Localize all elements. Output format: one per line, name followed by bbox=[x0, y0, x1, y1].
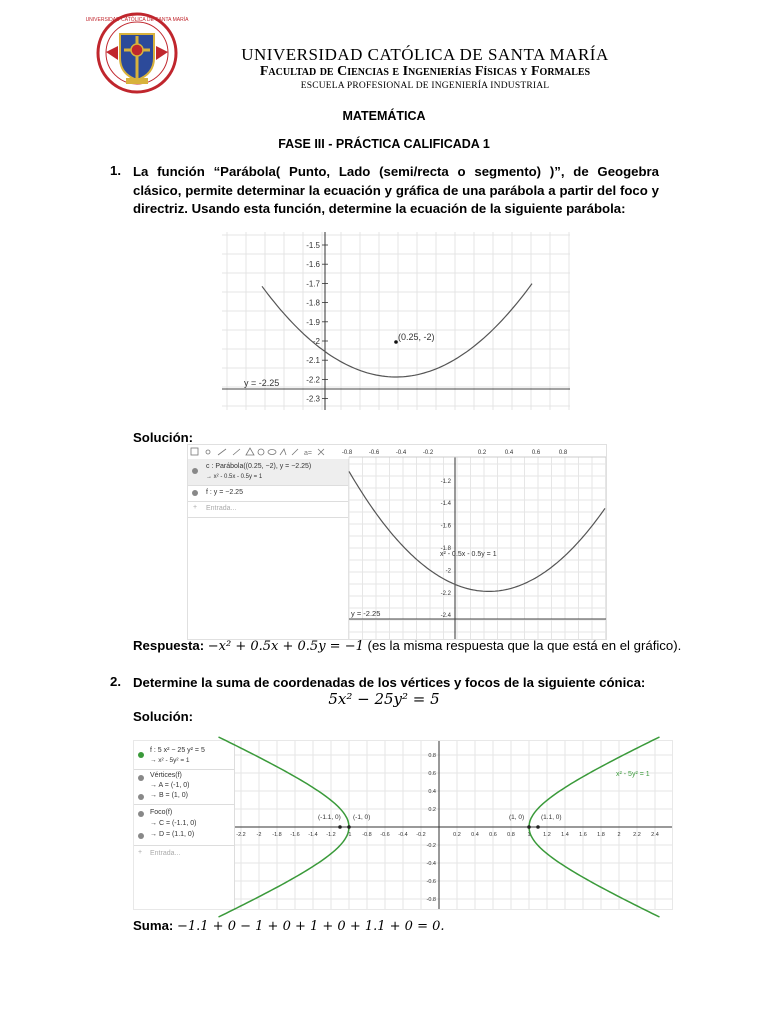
x-tick-label: 2.2 bbox=[633, 832, 641, 838]
y-tick-label: 0.8 bbox=[428, 753, 436, 759]
point-tool-icon[interactable] bbox=[206, 450, 210, 454]
y-tick-label: -1.6 bbox=[440, 523, 451, 530]
graphics-view-2[interactable] bbox=[235, 741, 672, 909]
y-tick-label: -1.4 bbox=[440, 501, 451, 508]
x-tick-label: 2.4 bbox=[651, 832, 659, 838]
x-tick-label: -1.6 bbox=[290, 832, 300, 838]
vertices-title: Vértices(f) bbox=[150, 772, 182, 779]
plus-icon: + bbox=[193, 504, 198, 511]
hyperbola-point bbox=[347, 825, 351, 829]
answer-label: Respuesta: bbox=[133, 638, 205, 653]
y-tick-label: 0.4 bbox=[428, 789, 436, 795]
y-tick-label: -1.8 bbox=[440, 546, 451, 552]
x-tick-label: 0.6 bbox=[531, 450, 541, 456]
circle-tool-icon[interactable] bbox=[258, 449, 264, 455]
text-tool-icon[interactable]: a= bbox=[304, 450, 312, 457]
y-tick-label: -1.8 bbox=[306, 298, 320, 308]
x-tick-label: 0.2 bbox=[477, 450, 487, 456]
university-name: UNIVERSIDAD CATÓLICA DE SANTA MARÍA bbox=[241, 45, 609, 64]
x-tick-label: 0.8 bbox=[507, 832, 515, 838]
y-tick-label: 0.6 bbox=[428, 771, 436, 777]
y-tick-label: -0.2 bbox=[426, 843, 436, 849]
y-tick-label: -1.9 bbox=[306, 317, 320, 327]
x-tick-label: -0.8 bbox=[341, 450, 353, 456]
x-tick-label: -0.6 bbox=[380, 832, 390, 838]
hyperbola-point bbox=[536, 825, 540, 829]
y-tick-label: -1.7 bbox=[306, 279, 320, 289]
x-tick-label: 2 bbox=[617, 832, 621, 838]
q1-graph bbox=[222, 232, 570, 410]
y-tick-label: -2.2 bbox=[440, 590, 451, 597]
x-tick-label: -0.2 bbox=[422, 450, 434, 456]
faculty-name: Facultad de Ciencias e Ingenierías Físicas y Formales bbox=[259, 64, 591, 79]
y-tick-label: -2.3 bbox=[306, 394, 320, 404]
x-tick-label: 1.4 bbox=[561, 832, 569, 838]
y-tick-label: -0.8 bbox=[426, 897, 436, 903]
q1-number: 1. bbox=[110, 163, 121, 178]
seal-text: UNIVERSIDAD CATÓLICA DE SANTA MARÍA bbox=[85, 17, 189, 23]
input-bar[interactable] bbox=[134, 846, 234, 862]
answer-note: (es la misma respuesta que la que está en el gráfico). bbox=[367, 638, 682, 653]
algebra-row-c[interactable] bbox=[188, 459, 348, 486]
algebra-f-definition: f : y = −2.25 bbox=[206, 489, 243, 496]
algebra-view bbox=[188, 459, 349, 639]
focus-c: → C = (-1.1, 0) bbox=[150, 820, 197, 827]
algebra-row-foci[interactable] bbox=[134, 805, 234, 846]
q1-solution-label: Solución: bbox=[133, 430, 194, 445]
point-label: (-1, 0) bbox=[353, 814, 371, 821]
reflect-tool-icon[interactable] bbox=[292, 449, 298, 455]
vertex-a: → A = (-1, 0) bbox=[150, 782, 190, 789]
input-placeholder: Entrada... bbox=[206, 505, 237, 512]
x-tick-label: -2 bbox=[256, 832, 262, 838]
exam-title: FASE III - PRÁCTICA CALIFICADA 1 bbox=[278, 137, 490, 151]
x-tick-label: 0.2 bbox=[453, 832, 461, 838]
plus-icon: + bbox=[138, 849, 143, 856]
q2-equation: 5x² − 25y² = 5 bbox=[328, 690, 440, 708]
x-tick-label: -0.8 bbox=[362, 832, 372, 838]
vertex-b: → B = (1, 0) bbox=[150, 792, 188, 799]
input-placeholder: Entrada... bbox=[150, 850, 181, 857]
y-tick-label: -0.4 bbox=[426, 861, 436, 867]
visibility-toggle-icon[interactable] bbox=[138, 775, 144, 781]
sum-expression: −1.1 + 0 − 1 + 0 + 1 + 0 + 1.1 + 0 = 0. bbox=[176, 919, 445, 934]
algebra-view bbox=[134, 741, 235, 909]
y-tick-label: -1.2 bbox=[440, 478, 451, 485]
x-tick-label: -0.2 bbox=[416, 832, 426, 838]
point-label: (-1.1, 0) bbox=[318, 814, 341, 821]
move-tool-icon[interactable] bbox=[191, 448, 198, 455]
algebra-f-definition: f : 5 x² − 25 y² = 5 bbox=[150, 747, 205, 754]
hyperbola-point bbox=[527, 825, 531, 829]
y-tick-label: -2 bbox=[445, 568, 451, 575]
sum-label: Suma: bbox=[133, 918, 174, 933]
x-tick-label: -1 bbox=[346, 832, 352, 838]
toolbar bbox=[188, 445, 348, 460]
visibility-toggle-icon[interactable] bbox=[138, 833, 144, 839]
graphics-view-1[interactable] bbox=[341, 445, 606, 639]
x-tick-label: -0.4 bbox=[395, 450, 407, 456]
algebra-row-f[interactable] bbox=[134, 743, 234, 770]
x-tick-label: -1.8 bbox=[272, 832, 282, 838]
y-tick-label: -2.4 bbox=[440, 613, 451, 620]
geogebra-window-1 bbox=[187, 444, 607, 640]
focus-d: → D = (1.1, 0) bbox=[150, 831, 195, 838]
q2-sum bbox=[133, 918, 445, 934]
visibility-toggle-icon[interactable] bbox=[138, 811, 144, 817]
point-label: (1.1, 0) bbox=[541, 814, 562, 821]
directrix-label: y = -2.25 bbox=[244, 378, 280, 388]
visibility-toggle-icon[interactable] bbox=[192, 468, 198, 474]
perpendicular-tool-icon[interactable] bbox=[233, 449, 240, 455]
visibility-toggle-icon[interactable] bbox=[192, 490, 198, 496]
x-tick-label: 1.2 bbox=[543, 832, 551, 838]
course-title: MATEMÁTICA bbox=[342, 109, 426, 123]
y-tick-label: -2.2 bbox=[306, 375, 320, 385]
y-tick-label: -1.6 bbox=[306, 260, 320, 270]
algebra-c-definition: c : Parábola((0.25, −2), y = −2.25) bbox=[206, 463, 312, 470]
line-tool-icon[interactable] bbox=[218, 449, 226, 455]
x-tick-label: 1.8 bbox=[597, 832, 605, 838]
y-tick-label: -0.6 bbox=[426, 879, 436, 885]
visibility-toggle-icon[interactable] bbox=[138, 794, 144, 800]
hyperbola-label: x² - 5y² = 1 bbox=[616, 771, 650, 778]
q2-text: Determine la suma de coordenadas de los vértices y focos de la siguiente cónica: bbox=[133, 675, 646, 690]
x-tick-label: 0.8 bbox=[558, 450, 568, 456]
q1-answer bbox=[133, 638, 681, 654]
y-tick-label: -1.5 bbox=[306, 241, 320, 250]
geogebra-window-2 bbox=[133, 740, 673, 910]
q1-text: La función “Parábola( Punto, Lado (semi/recta o segmento) )”, de Geogebra clásico, permite determinar la ecuación y gráfica de una parábola a partir del foco y directriz. Usando esta función, determine la ecuación de la siguiente parábola: bbox=[133, 164, 659, 217]
y-tick-label: 0.2 bbox=[428, 807, 436, 813]
conic-tool-icon[interactable] bbox=[268, 450, 276, 455]
focus-point-label: (0.25, -2) bbox=[398, 332, 435, 342]
x-tick-label: -1.4 bbox=[308, 832, 318, 838]
x-tick-label: -1.2 bbox=[326, 832, 336, 838]
y-tick-label: -2.1 bbox=[306, 356, 320, 366]
x-tick-label: -0.6 bbox=[368, 450, 380, 456]
x-tick-label: 1 bbox=[527, 832, 531, 838]
algebra-row-f[interactable] bbox=[188, 485, 348, 502]
move-view-tool-icon[interactable] bbox=[318, 449, 324, 455]
school-name: ESCUELA PROFESIONAL DE INGENIERÍA INDUSTRIAL bbox=[300, 81, 550, 91]
input-bar[interactable] bbox=[188, 501, 348, 518]
angle-tool-icon[interactable] bbox=[280, 449, 286, 455]
visibility-toggle-icon[interactable] bbox=[138, 752, 144, 758]
x-tick-label: 0.4 bbox=[504, 450, 514, 456]
q2-number: 2. bbox=[110, 674, 121, 689]
hyperbola-point bbox=[338, 825, 342, 829]
x-tick-label: 0.6 bbox=[489, 832, 497, 838]
curve-label: x² - 0.5x - 0.5y = 1 bbox=[440, 551, 497, 558]
algebra-row-vertices[interactable] bbox=[134, 770, 234, 805]
foci-title: Foco(f) bbox=[150, 809, 173, 816]
y-tick-label: -2 bbox=[312, 337, 320, 346]
answer-equation: −x² + 0.5x + 0.5y = −1 bbox=[207, 639, 364, 654]
x-tick-label: -0.4 bbox=[398, 832, 408, 838]
x-tick-label: -2.2 bbox=[236, 832, 246, 838]
q2-solution-label: Solución: bbox=[133, 709, 194, 724]
algebra-f-equation: → x² - 5y² = 1 bbox=[150, 757, 190, 764]
algebra-c-equation: → x² - 0.5x - 0.5y = 1 bbox=[206, 474, 263, 480]
point-label: (1, 0) bbox=[509, 814, 525, 821]
polygon-tool-icon[interactable] bbox=[246, 448, 254, 455]
directrix-label: y = -2.25 bbox=[351, 609, 381, 618]
x-tick-label: 0.4 bbox=[471, 832, 479, 838]
x-tick-label: 1.6 bbox=[579, 832, 587, 838]
